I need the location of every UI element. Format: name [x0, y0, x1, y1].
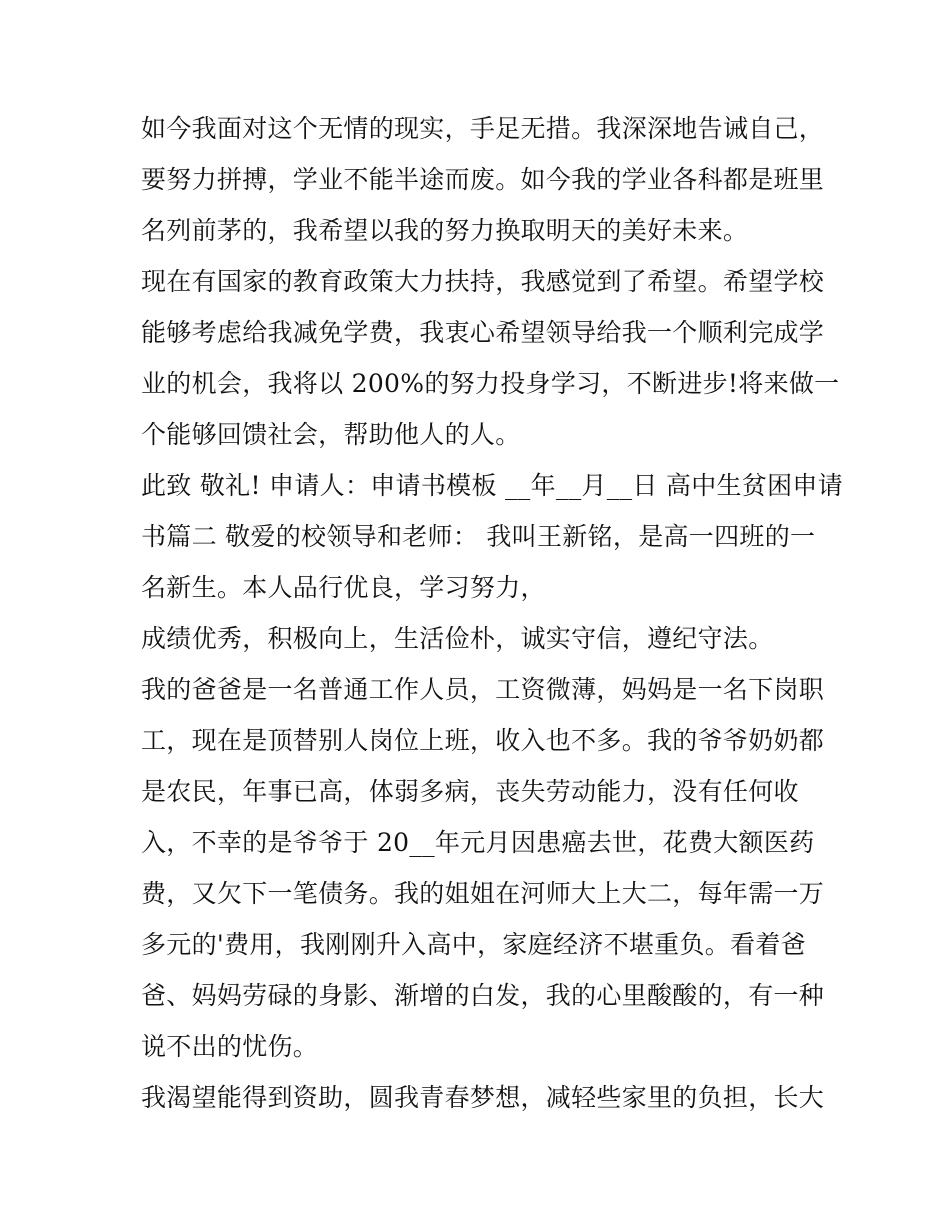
text-line: 费，又欠下一笔债务。我的姐姐在河师大上大二，每年需一万	[141, 879, 825, 908]
text-line: 成绩优秀，积极向上，生活俭朴，诚实守信，遵纪守法。	[141, 624, 774, 653]
text-line: 业的机会，我将以 200%的努力投身学习，不断进步!将来做一	[141, 369, 840, 398]
text-line: 是农民，年事已高，体弱多病，丧失劳动能力，没有任何收	[141, 777, 799, 806]
text-line: 我渴望能得到资助，圆我青春梦想，减轻些家里的负担，长大	[141, 1083, 825, 1112]
text-line: 爸、妈妈劳碌的身影、渐增的白发，我的心里酸酸的，有一种	[141, 981, 825, 1010]
text-line: 工，现在是顶替别人岗位上班，收入也不多。我的爷爷奶奶都	[141, 726, 825, 755]
text-line: 名列前茅的，我希望以我的努力换取明天的美好未来。	[141, 216, 749, 245]
text-line: 如今我面对这个无情的现实，手足无措。我深深地告诫自己，	[141, 114, 825, 143]
text-line: 我的爸爸是一名普通工作人员，工资微薄，妈妈是一名下岗职	[141, 675, 825, 704]
text-line: 个能够回馈社会，帮助他人的人。	[141, 420, 521, 449]
text-line: 名新生。本人品行优良，学习努力，	[141, 573, 546, 602]
text-line: 说不出的忧伤。	[141, 1032, 319, 1061]
text-line: 现在有国家的教育政策大力扶持，我感觉到了希望。希望学校	[141, 267, 825, 296]
text-line: 入，不幸的是爷爷于 20__年元月因患癌去世，花费大额医药	[141, 828, 815, 857]
text-line: 书篇二 敬爱的校领导和老师： 我叫王新铭，是高一四班的一	[141, 522, 816, 551]
text-line: 多元的'费用，我刚刚升入高中，家庭经济不堪重负。看着爸	[141, 930, 806, 959]
text-line: 能够考虑给我减免学费，我衷心希望领导给我一个顺利完成学	[141, 318, 825, 347]
text-line: 此致 敬礼! 申请人：申请书模板 __年__月__日 高中生贫困申请	[141, 471, 844, 500]
text-line: 要努力拼搏，学业不能半途而废。如今我的学业各科都是班里	[141, 165, 825, 194]
